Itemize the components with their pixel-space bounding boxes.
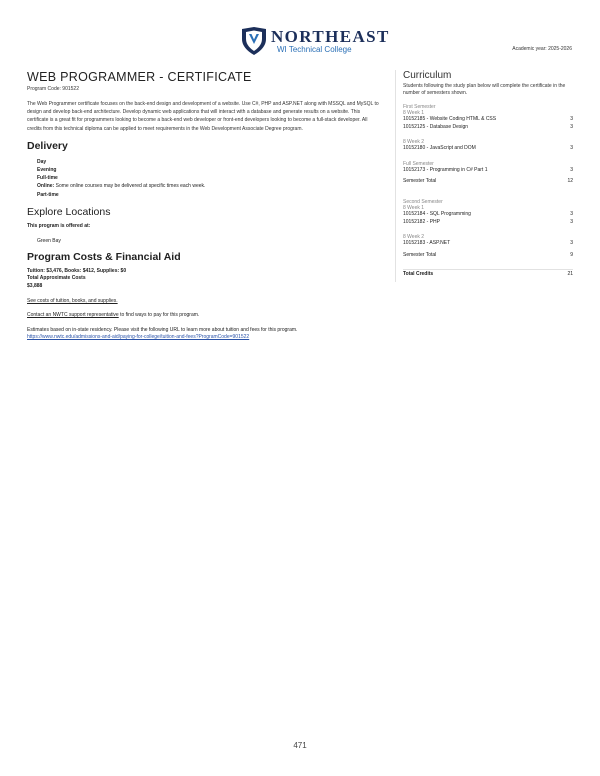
contact-text: to find ways to pay for this program.: [118, 312, 200, 319]
program-title: WEB PROGRAMMER - CERTIFICATE: [27, 70, 252, 84]
program-code: Program Code: 901522: [27, 86, 79, 92]
s1-week2-label: 8 Week 2: [403, 139, 425, 145]
semester-total-value: 12: [567, 178, 573, 184]
course-row: [403, 124, 573, 132]
total-credits-value: 21: [567, 270, 573, 277]
costs-breakdown: Tuition: $3,476, Books: $412, Supplies: $0: [27, 267, 127, 274]
curriculum-panel: [403, 70, 573, 278]
delivery-online: [37, 182, 379, 190]
see-costs-link[interactable]: See costs of tuition, books, and supplies.: [27, 297, 118, 304]
costs-summary: [27, 268, 379, 291]
delivery-heading: Delivery: [27, 139, 68, 152]
course-row: [403, 145, 573, 153]
course-row: [403, 240, 573, 248]
costs-heading: Program Costs & Financial Aid: [27, 250, 181, 263]
curriculum-intro: Students following the study plan below will complete the certificate in the number of semesters shown.: [403, 83, 566, 96]
course-name: 10152182 - PHP: [403, 218, 440, 225]
costs-approx-label: Total Approximate Costs: [27, 275, 86, 282]
course-row: [403, 116, 573, 124]
offered-at-label: This program is offered at:: [27, 222, 91, 229]
contact-row: [27, 312, 379, 320]
course-row: [403, 211, 573, 219]
s2-week1-label: 8 Week 1: [403, 205, 425, 211]
course-name: 10152183 - ASP.NET: [403, 240, 451, 246]
course-name: 10152185 - Website Coding HTML & CSS: [403, 116, 497, 122]
page-header: [0, 0, 600, 60]
program-description: The Web Programmer certificate focuses on the back-end design and development of a website. Use C#, PHP and ASP.NET along with MSSQL and MySQL to design and develop back-end architecture. Develop dynamic web applications that will interact with a database and generate results on a website. This certificate is a great fit for programmers looking to become a back-end web developer or front-end developers looking to become a full-stack developer. All credits from this technical diploma can be applied to meet requirements in the Web Development Associate Degree program.: [27, 101, 379, 132]
delivery-online-text: Some online courses may be delivered at specific times each week.: [54, 183, 206, 190]
s2-week2-label: 8 Week 2: [403, 234, 425, 240]
delivery-fulltime: Full-time: [37, 175, 58, 182]
estimates-text: Estimates based on in-state residency. Please visit the following URL to learn more about tuition and fees for this program.: [27, 326, 298, 333]
program-details: [27, 70, 379, 342]
costs-approx-value: $3,888: [27, 283, 43, 290]
course-credits: 3: [570, 145, 573, 151]
semester-total-label: Semester Total: [403, 178, 437, 184]
locations-heading: Explore Locations: [27, 205, 111, 218]
course-row: [403, 219, 573, 227]
curriculum-heading: Curriculum: [403, 70, 452, 81]
course-credits: 3: [570, 116, 573, 122]
location-item: Green Bay: [37, 237, 61, 244]
s1-week1-label: 8 Week 1: [403, 110, 425, 116]
course-credits: 3: [570, 218, 573, 225]
delivery-online-label: Online:: [37, 183, 55, 190]
course-name: 10152184 - SQL Programming: [403, 211, 471, 217]
delivery-list: [37, 158, 379, 199]
page-number: 471: [293, 741, 307, 750]
course-name: 10152125 - Database Design: [403, 123, 469, 130]
course-credits: 3: [570, 123, 573, 130]
course-credits: 3: [570, 211, 573, 217]
contact-support-link[interactable]: Contact an NWTC support representative: [27, 312, 119, 319]
college-logo: [241, 27, 390, 57]
see-costs-row: [27, 298, 379, 306]
total-credits-row: [403, 269, 573, 278]
academic-year: Academic year: 2025-2026: [512, 46, 572, 52]
semester-total-label: Semester Total: [403, 251, 437, 258]
course-credits: 3: [570, 166, 573, 173]
tuition-url-link[interactable]: https://www.nwtc.edu/admissions-and-aid/paying-for-college/tuition-and-fees?ProgramCode=901522: [27, 334, 250, 341]
course-name: 10152173 - Programming in C# Part 1: [403, 166, 488, 173]
course-name: 10152180 - JavaScript and DOM: [403, 145, 476, 151]
course-row: [403, 167, 573, 175]
delivery-parttime: Part-time: [37, 191, 59, 198]
estimates-row: [27, 327, 379, 342]
semester-total-value: 9: [570, 251, 573, 258]
delivery-evening: Evening: [37, 167, 57, 174]
second-semester-label: Second Semester: [403, 199, 443, 205]
course-credits: 3: [570, 240, 573, 246]
column-divider: [395, 70, 396, 282]
logo-subtitle: WI Technical College: [277, 45, 352, 54]
delivery-day: Day: [37, 158, 47, 165]
s2-total-row: [403, 252, 573, 259]
logo-name: NORTHEAST: [271, 27, 390, 46]
s1-full-label: Full Semester: [403, 160, 434, 167]
shield-icon: [241, 27, 267, 55]
s1-total-row: [403, 178, 573, 185]
first-semester-label: First Semester: [403, 104, 436, 110]
total-credits-label: Total Credits: [403, 270, 434, 277]
